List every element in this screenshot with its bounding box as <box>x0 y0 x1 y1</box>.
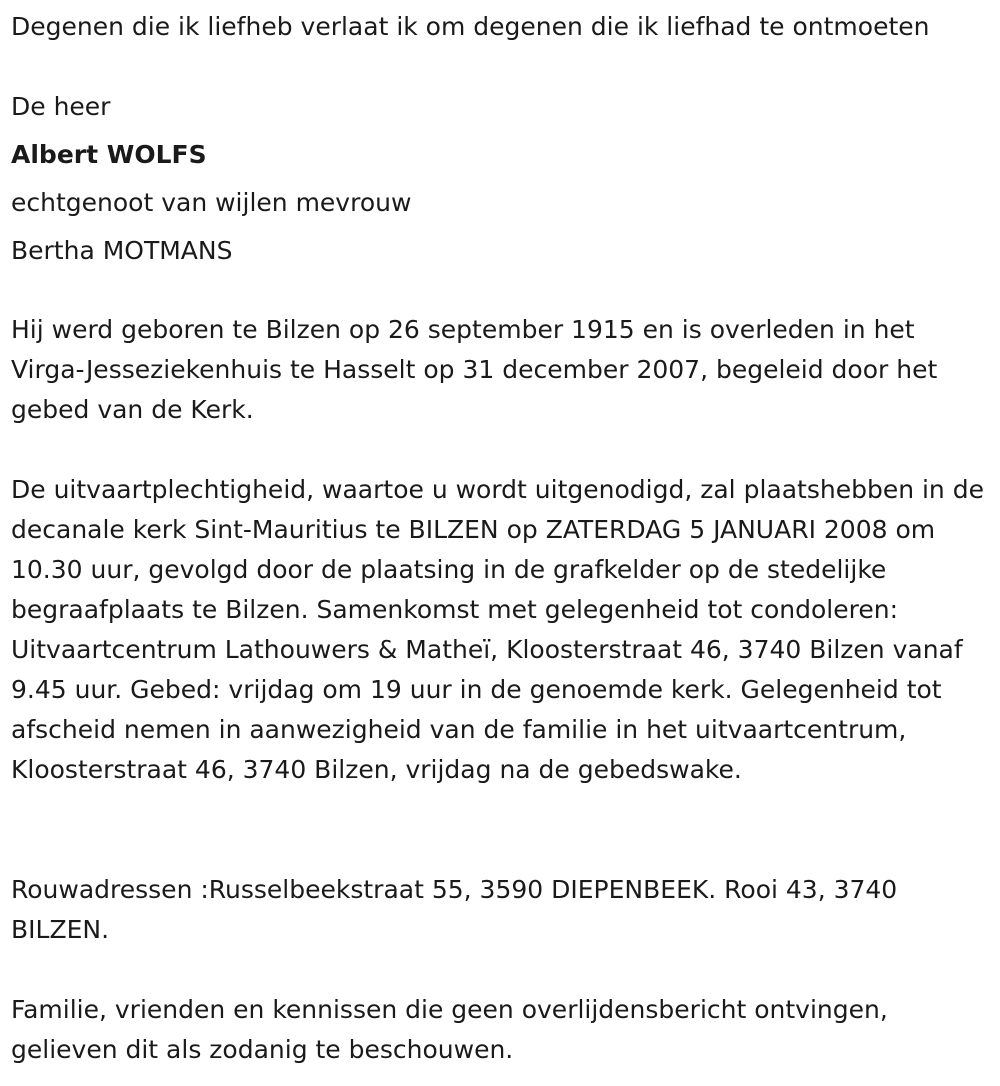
title-prefix: De heer <box>11 92 111 121</box>
ceremony-paragraph: De uitvaartplechtigheid, waartoe u wordt uitgenodigd, zal plaatshebben in de decanale kerk Sint-Mauritius te BILZEN op ZATERDAG 5 JANUARI 2008 om 10.30 uur, gevolgd door de plaatsing in de grafkelder op de stedelijke begraafplaats te Bilzen. Samenkomst met gelegenheid tot condoleren: Uitvaartcentrum Lathouwers & Matheï, Kloosterstraat 46, 3740 Bilzen vanaf 9.45 uur. Gebed: vrijdag om 19 uur in de genoemde kerk. Gelegenheid tot afscheid nemen in aanwezigheid van de familie in het uitvaartcentrum, Kloosterstraat 46, 3740 Bilzen, vrijdag na de gebedswake. <box>11 475 984 784</box>
addresses-paragraph: Rouwadressen :Russelbeekstraat 55, 3590 DIEPENBEEK. Rooi 43, 3740 BILZEN. <box>11 875 898 944</box>
spouse-intro: echtgenoot van wijlen mevrouw <box>11 188 412 217</box>
deceased-name: Albert WOLFS <box>11 140 207 169</box>
motto: Degenen die ik liefheb verlaat ik om degenen die ik liefhad te ontmoeten <box>11 12 930 41</box>
spouse-name: Bertha MOTMANS <box>11 236 233 265</box>
closing-paragraph: Familie, vrienden en kennissen die geen overlijdensbericht ontvingen, gelieven dit als zodanig te beschouwen. <box>11 995 888 1064</box>
birth-death-paragraph: Hij werd geboren te Bilzen op 26 september 1915 en is overleden in het Virga-Jesseziekenhuis te Hasselt op 31 december 2007, begeleid door het gebed van de Kerk. <box>11 315 938 424</box>
